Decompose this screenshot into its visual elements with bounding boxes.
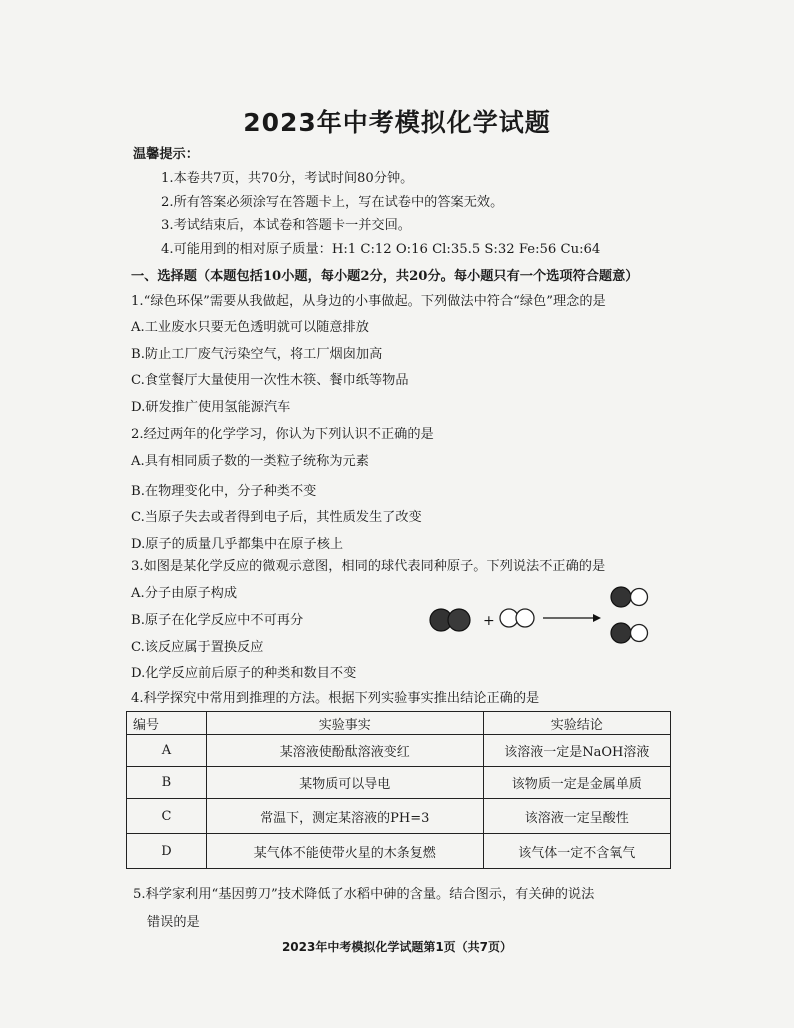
table-cell: D bbox=[127, 834, 207, 869]
experiment-table bbox=[126, 711, 671, 869]
question-option: C.食堂餐厅大量使用一次性木筷、餐巾纸等物品 bbox=[131, 373, 409, 388]
arrow-icon bbox=[543, 614, 601, 622]
question-stem: 3.如图是某化学反应的微观示意图，相同的球代表同种原子。下列说法不正确的是 bbox=[131, 559, 606, 574]
table-cell: 该溶液一定是NaOH溶液 bbox=[483, 735, 670, 767]
question-option: B.原子在化学反应中不可再分 bbox=[131, 613, 304, 628]
question-stem: 5.科学家利用“基因剪刀”技术降低了水稻中砷的含量。结合图示，有关砷的说法 bbox=[133, 887, 595, 902]
question-option: B.在物理变化中，分子种类不变 bbox=[131, 484, 317, 499]
table-cell: 某物质可以导电 bbox=[206, 767, 483, 799]
table-cell: 该溶液一定呈酸性 bbox=[483, 799, 670, 834]
reactant-molecule-dark bbox=[430, 609, 470, 631]
table-cell: 某溶液使酚酞溶液变红 bbox=[206, 735, 483, 767]
table-header: 实验事实 bbox=[206, 712, 483, 735]
question-option: A.具有相同质子数的一类粒子统称为元素 bbox=[131, 454, 369, 469]
table-row bbox=[127, 735, 671, 767]
table-cell: C bbox=[127, 799, 207, 834]
question-option: C.该反应属于置换反应 bbox=[131, 640, 264, 655]
question-option: B.防止工厂废气污染空气，将工厂烟囱加高 bbox=[131, 347, 383, 362]
table-header: 实验结论 bbox=[483, 712, 670, 735]
question-option: D.原子的质量几乎都集中在原子核上 bbox=[131, 537, 344, 552]
table-cell: B bbox=[127, 767, 207, 799]
tip-item: 2.所有答案必须涂写在答题卡上，写在试卷中的答案无效。 bbox=[161, 195, 504, 210]
reaction-diagram bbox=[425, 585, 655, 657]
question-stem: 4.科学探究中常用到推理的方法。根据下列实验事实推出结论正确的是 bbox=[131, 691, 540, 706]
question-stem: 2.经过两年的化学学习，你认为下列认识不正确的是 bbox=[131, 427, 434, 442]
table-cell: 某气体不能使带火星的木条复燃 bbox=[206, 834, 483, 869]
question-option: A.分子由原子构成 bbox=[131, 586, 238, 601]
question-stem: 错误的是 bbox=[147, 915, 200, 930]
table-row bbox=[127, 834, 671, 869]
tip-item: 1.本卷共7页，共70分，考试时间80分钟。 bbox=[161, 171, 414, 186]
table-row bbox=[127, 767, 671, 799]
question-stem: 1.“绿色环保”需要从我做起，从身边的小事做起。下列做法中符合“绿色”理念的是 bbox=[131, 294, 606, 309]
plus-sign: + bbox=[483, 613, 495, 629]
page-title: 2023年中考模拟化学试题 bbox=[243, 108, 551, 137]
section-heading: 一、选择题（本题包括10小题，每小题2分，共20分。每小题只有一个选项符合题意） bbox=[131, 269, 639, 284]
tip-item: 4.可能用到的相对原子质量：H:1 C:12 O:16 Cl:35.5 S:32 Fe:56 Cu:64 bbox=[161, 242, 601, 257]
table-cell: 该气体一定不含氧气 bbox=[483, 834, 670, 869]
question-option: A.工业废水只要无色透明就可以随意排放 bbox=[131, 320, 369, 335]
reactant-molecule-white bbox=[500, 609, 534, 627]
product-molecule bbox=[611, 587, 648, 607]
table-cell: 常温下，测定某溶液的PH=3 bbox=[206, 799, 483, 834]
table-cell: 该物质一定是金属单质 bbox=[483, 767, 670, 799]
question-option: C.当原子失去或者得到电子后，其性质发生了改变 bbox=[131, 510, 422, 525]
table-cell: A bbox=[127, 735, 207, 767]
table-header: 编号 bbox=[127, 712, 207, 735]
table-header-row bbox=[127, 712, 671, 735]
product-molecule bbox=[611, 623, 648, 643]
table-row bbox=[127, 799, 671, 834]
page-footer: 2023年中考模拟化学试题第1页（共7页） bbox=[281, 940, 513, 954]
tip-item: 3.考试结束后，本试卷和答题卡一并交回。 bbox=[161, 218, 411, 233]
tips-heading: 温馨提示： bbox=[133, 147, 199, 162]
question-option: D.化学反应前后原子的种类和数目不变 bbox=[131, 666, 357, 681]
question-option: D.研发推广使用氢能源汽车 bbox=[131, 400, 291, 415]
